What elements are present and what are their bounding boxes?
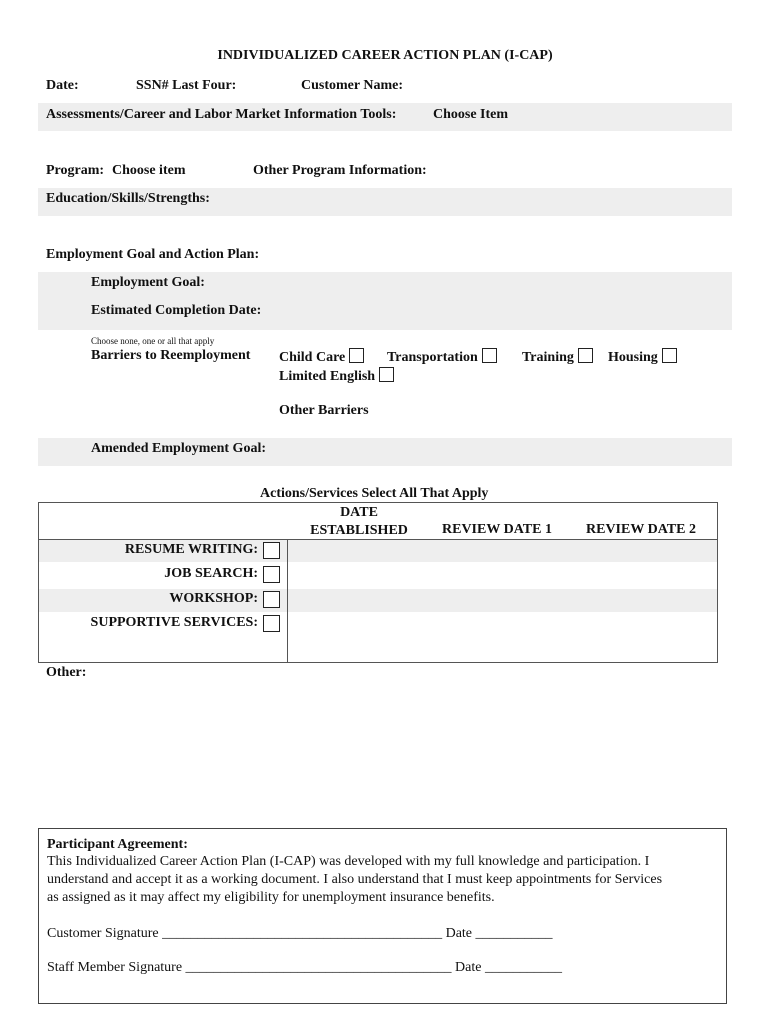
completion-date-label: Estimated Completion Date: [91, 303, 262, 318]
agreement-text [47, 853, 722, 907]
table-column-divider [287, 539, 288, 663]
row-supportive-services: SUPPORTIVE SERVICES: [90, 615, 258, 630]
child-care-checkbox[interactable] [349, 348, 364, 363]
supportive-services-checkbox[interactable] [263, 615, 280, 632]
barrier-limited-english [279, 367, 394, 385]
transportation-checkbox[interactable] [482, 348, 497, 363]
agreement-heading: Participant Agreement: [47, 837, 188, 852]
barrier-training [522, 348, 593, 366]
workshop-checkbox[interactable] [263, 591, 280, 608]
training-checkbox[interactable] [578, 348, 593, 363]
other-program-label: Other Program Information: [253, 163, 427, 178]
col-date-line2: ESTABLISHED [310, 523, 408, 538]
col-date-established [305, 504, 413, 540]
barrier-child-care [279, 348, 364, 366]
assessments-label: Assessments/Career and Labor Market Information Tools: [46, 107, 397, 122]
amended-goal-label: Amended Employment Goal: [91, 441, 266, 456]
job-search-checkbox[interactable] [263, 566, 280, 583]
program-label: Program: [46, 163, 105, 178]
limited-english-checkbox[interactable] [379, 367, 394, 382]
program-dropdown[interactable]: Choose item [112, 163, 186, 178]
housing-checkbox[interactable] [662, 348, 677, 363]
customer-signature-line[interactable]: Customer Signature ________________________________________ Date ___________ [47, 926, 553, 941]
agreement-line-2: understand and accept it as a working document. I also understand that I must keep appointments for Services [47, 872, 663, 887]
agreement-line-1: This Individualized Career Action Plan (I-CAP) was developed with my full knowledge and participation. I [47, 854, 650, 869]
barrier-child-care-label: Child Care [279, 350, 346, 365]
barriers-label: Barriers to Reemployment [91, 348, 251, 363]
assessments-dropdown[interactable]: Choose Item [433, 107, 509, 122]
staff-signature-line[interactable]: Staff Member Signature ______________________________________ Date ___________ [47, 960, 562, 975]
row-job-search: JOB SEARCH: [164, 566, 258, 581]
education-label: Education/Skills/Strengths: [46, 191, 210, 206]
ssn-label: SSN# Last Four: [136, 78, 237, 93]
col-review-date-1: REVIEW DATE 1 [442, 522, 552, 537]
customer-name-label: Customer Name: [301, 78, 403, 93]
barriers-hint: Choose none, one or all that apply [91, 336, 215, 346]
table-row-shade-3 [39, 589, 717, 612]
barrier-housing-label: Housing [608, 350, 658, 365]
row-workshop: WORKSHOP: [169, 591, 258, 606]
barrier-training-label: Training [522, 350, 574, 365]
page-title: INDIVIDUALIZED CAREER ACTION PLAN (I-CAP) [217, 48, 553, 63]
resume-writing-checkbox[interactable] [263, 542, 280, 559]
date-label: Date: [46, 78, 79, 93]
col-date-line1: DATE [340, 505, 378, 520]
row-resume-writing: RESUME WRITING: [124, 542, 258, 557]
agreement-line-3: as assigned as it may affect my eligibility for unemployment insurance benefits. [47, 890, 495, 905]
barrier-transportation [387, 348, 497, 366]
barrier-limited-english-label: Limited English [279, 369, 376, 384]
other-barriers-label: Other Barriers [279, 403, 369, 418]
other-label: Other: [46, 665, 87, 680]
actions-heading: Actions/Services Select All That Apply [260, 486, 489, 501]
barrier-transportation-label: Transportation [387, 350, 478, 365]
col-review-date-2: REVIEW DATE 2 [586, 522, 696, 537]
employment-section-label: Employment Goal and Action Plan: [46, 247, 260, 262]
barrier-housing [608, 348, 677, 366]
employment-goal-label: Employment Goal: [91, 275, 205, 290]
